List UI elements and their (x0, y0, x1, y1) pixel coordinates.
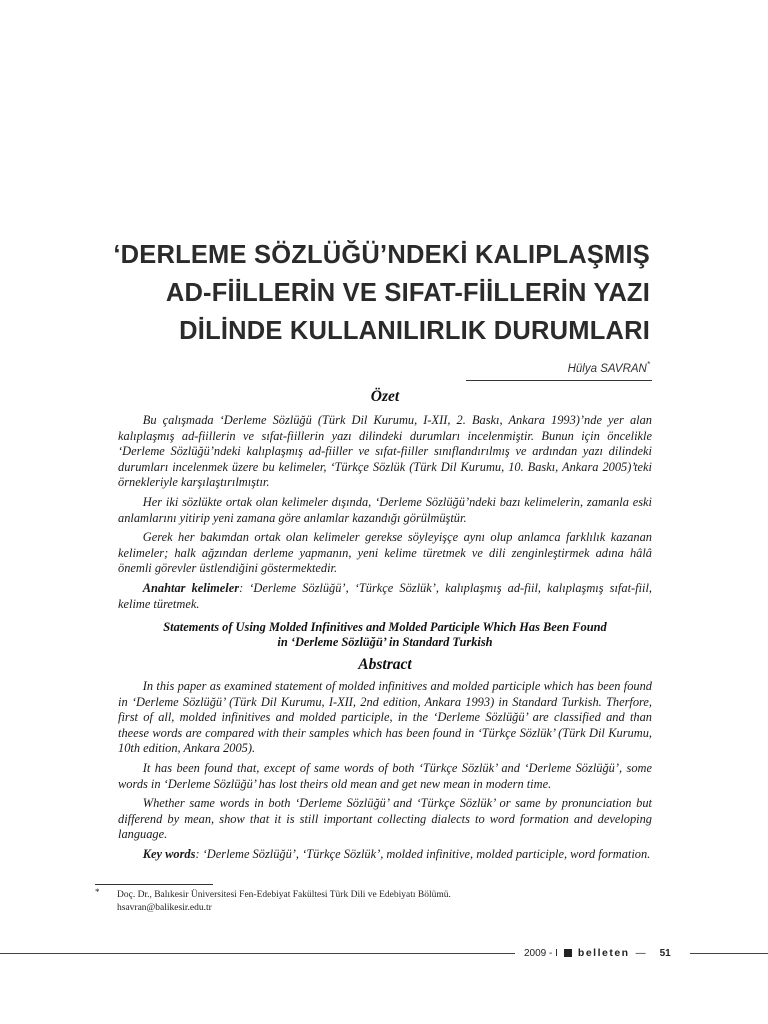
abstract-body (118, 679, 652, 867)
footnote-rule (95, 884, 213, 885)
footer-rule-right (690, 953, 768, 954)
ozet-paragraph-2: Her iki sözlükte ortak olan kelimeler dışında, ‘Derleme Sözlüğü’ndeki bazı kelimelerin, zamanla eski anlamlarını yitirip yeni zamana göre anlamlar kazandığı görülmüştür. (118, 494, 652, 525)
title-line-1: ‘DERLEME SÖZLÜĞÜ’NDEKİ KALIPLAŞMIŞ (113, 241, 650, 269)
footer-issue: 2009 - I (524, 947, 558, 959)
square-bullet-icon (564, 949, 572, 957)
ozet-keywords (118, 581, 652, 612)
abstract-paragraph-3: Whether same words in both ‘Derleme Sözlüğü’ and ‘Türkçe Sözlük’ or same by pronunciation but differend by mean, show that it is still important collecting dialects to word formation and developing language. (118, 796, 652, 842)
abstract-keywords-list: : ‘Derleme Sözlüğü’, ‘Türkçe Sözlük’, molded infinitive, molded participle, word formation. (195, 846, 651, 861)
ozet-body (118, 413, 652, 616)
abstract-keywords (118, 847, 652, 863)
article-title (50, 236, 650, 350)
author-footnote-mark: * (646, 360, 650, 369)
title-line-3: DİLİNDE KULLANILIRLIK DURUMLARI (179, 317, 650, 345)
footer-rule-left (0, 953, 515, 954)
footnote-mark: * (95, 887, 100, 897)
ozet-keywords-list: : ‘Derleme Sözlüğü’, ‘Türkçe Sözlük’, kalıplaşmış ad-fiil, kalıplaşmış sıfat-fiil, kelime türetmek. (118, 580, 653, 611)
abstract-heading: Abstract (358, 656, 412, 673)
footnote (95, 889, 655, 914)
footnote-affiliation: Doç. Dr., Balıkesir Üniversitesi Fen-Edebiyat Fakültesi Türk Dili ve Edebiyatı Bölümü. (117, 890, 451, 900)
title-line-2: AD-FİİLLERİN VE SIFAT-FİİLLERİN YAZI (165, 279, 650, 307)
abstract-paragraph-2: It has been found that, except of same words of both ‘Türkçe Sözlük’ and ‘Derleme Sözlüğü’, some words in ‘Derleme Sözlüğü’ has lost theirs old mean and get new mean in modern time. (118, 760, 652, 791)
english-title-line-1: Statements of Using Molded Infinitives and Molded Participle Which Has Been Found (163, 620, 607, 634)
ozet-heading: Özet (370, 388, 400, 405)
author-name-text: Hülya SAVRAN (567, 362, 647, 375)
page-number: 51 (659, 947, 671, 959)
author-name (568, 360, 650, 375)
footer-journal-name: belleten (577, 947, 630, 959)
ozet-paragraph-3: Gerek her bakımdan ortak olan kelimeler gerekse söyleyişçe aynı olup anlamca farklılık kazanan kelimeler; halk ağzından derleme yapmanın, yeni kelime türetmek ve dili zenginleştirmek adına hâlâ önemli görevler üstlendiğini göstermektedir. (118, 530, 652, 576)
english-title-line-2: in ‘Derleme Sözlüğü’ in Standard Turkish (277, 635, 493, 649)
ozet-paragraph-1: Bu çalışmada ‘Derleme Sözlüğü (Türk Dil Kurumu, I-XII, 2. Baskı, Ankara 1993)’nde yer alan kalıplaşmış ad-fiillerin ve sıfat-fiillerin yazı dilindeki durumları incelenmiştir. Bunun için öncelikle ‘Derleme Sözlüğü’ndeki kalıplaşmış ad-fiiller ve sıfat-fiiller sınıflandırılmış ve ardından yazı dilindeki durumları incelenmek üzere bu kelimeler, ‘Türkçe Sözlük (Türk Dil Kurumu, 10. Baskı, Ankara 2005)’teki örnekleriyle karşılaştırılmıştır. (118, 413, 652, 490)
abstract-paragraph-1: In this paper as examined statement of molded infinitives and molded participle which has been found in ‘Derleme Sözlüğü’ (Türk Dil Kurumu, I-XII, 2nd edition, Ankara 1993) in Standard Turkish. Therfore, first of all, molded infinitives and molded participle, in the ‘Derleme Sözlüğü’ are classified and than theese words are compared with their samples which has been found in ‘Türkçe Sözlük’ (Türk Dil Kurumu, 10th edition, Ankara 2005). (118, 679, 652, 756)
ozet-keywords-label: Anahtar kelimeler (142, 580, 240, 595)
abstract-keywords-label: Key words (142, 846, 196, 861)
footer-dash: — (635, 947, 646, 959)
author-rule (466, 380, 652, 381)
english-title (118, 620, 652, 650)
footnote-email: hsavran@balikesir.edu.tr (117, 902, 212, 913)
page-footer (524, 945, 671, 961)
